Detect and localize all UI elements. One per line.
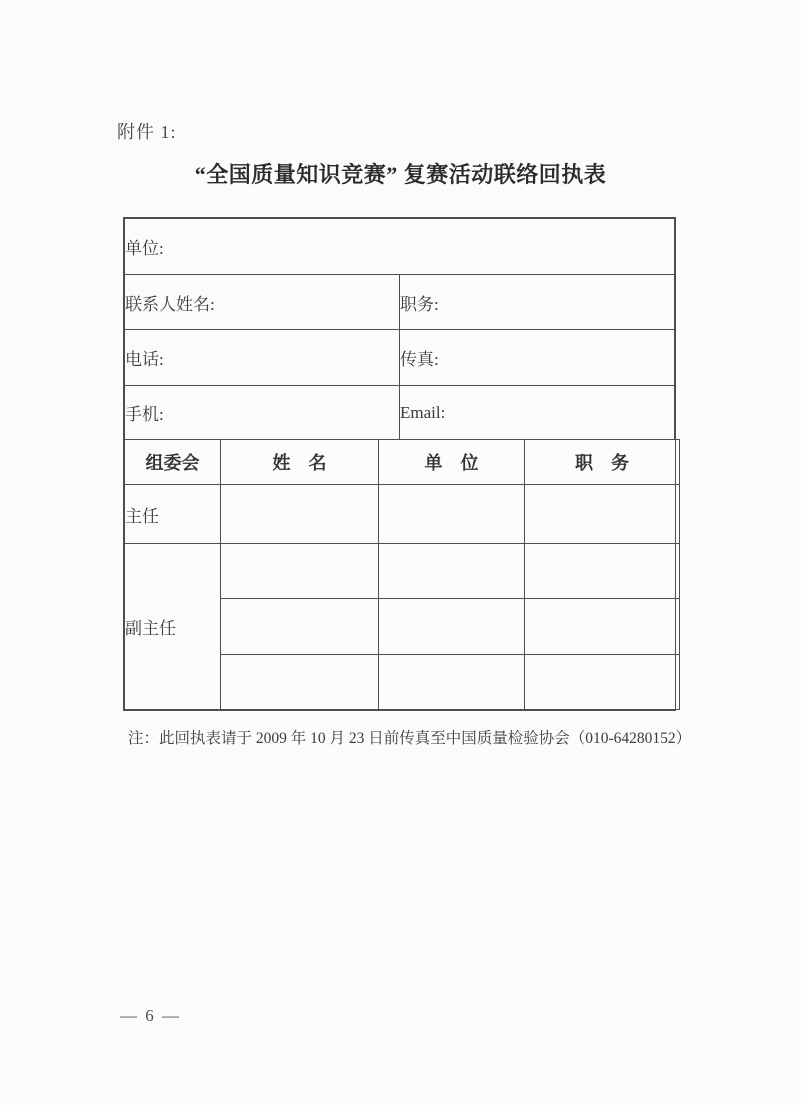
mobile-field-label: 手机:: [125, 386, 400, 440]
contact-name-position-row: [125, 275, 675, 330]
deputy-position-cell: [525, 655, 680, 710]
deputy-name-cell: [221, 544, 379, 599]
header-unit: 单 位: [379, 440, 525, 485]
contact-info-table: [124, 218, 675, 440]
email-field-label: Email:: [400, 386, 675, 440]
fax-field-label: 传真:: [400, 330, 675, 386]
phone-field-label: 电话:: [125, 330, 400, 386]
role-director-label: 主任: [125, 485, 221, 544]
deputy-unit-cell: [379, 599, 525, 655]
reply-form: [123, 217, 676, 711]
committee-header-row: [125, 440, 680, 485]
document-title: “全国质量知识竞赛” 复赛活动联络回执表: [194, 162, 607, 187]
unit-row: [125, 219, 675, 275]
deputy-position-cell: [525, 544, 680, 599]
deputy-name-cell: [221, 599, 379, 655]
director-position-cell: [525, 485, 680, 544]
mobile-email-row: [125, 386, 675, 440]
deputy-position-cell: [525, 599, 680, 655]
phone-fax-row: [125, 330, 675, 386]
header-position: 职 务: [525, 440, 680, 485]
page-number: — 6 —: [120, 1006, 181, 1025]
role-deputy-director-label: 副主任: [125, 544, 221, 710]
header-name: 姓 名: [221, 440, 379, 485]
deputy-name-cell: [221, 655, 379, 710]
committee-table: [124, 439, 680, 710]
contact-name-field-label: 联系人姓名:: [125, 275, 400, 330]
director-name-cell: [221, 485, 379, 544]
note-text: 注：此回执表请于 2009 年 10 月 23 日前传真至中国质量检验协会（010-64280152）: [128, 730, 692, 747]
deputy-director-row-1: [125, 544, 680, 599]
unit-field-label: 单位:: [125, 219, 675, 275]
position-field-label: 职务:: [400, 275, 675, 330]
header-committee: 组委会: [125, 440, 221, 485]
deputy-unit-cell: [379, 544, 525, 599]
deputy-unit-cell: [379, 655, 525, 710]
attachment-label: 附件 1:: [117, 122, 177, 142]
director-row: [125, 485, 680, 544]
director-unit-cell: [379, 485, 525, 544]
